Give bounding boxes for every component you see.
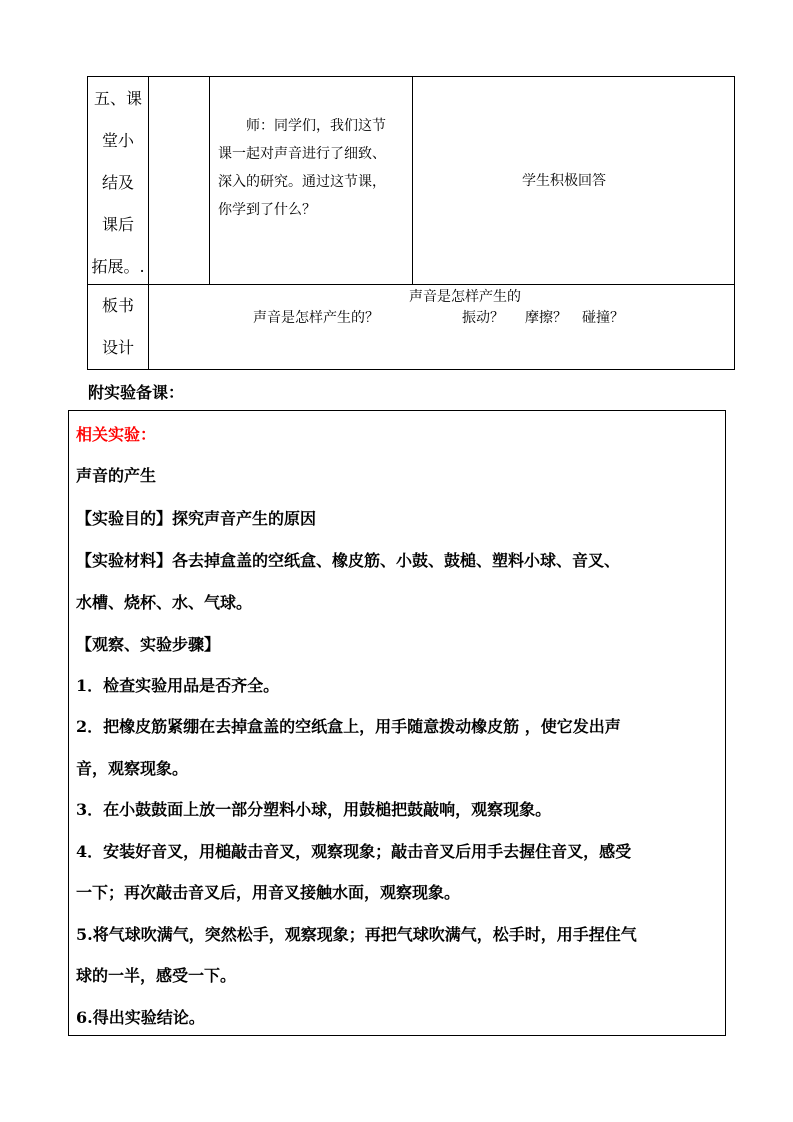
table-border-bottom [87, 369, 735, 370]
board-item-friction: 摩擦？ [525, 310, 567, 326]
table-col-divider-2 [209, 76, 210, 284]
table-col-divider-3 [412, 76, 413, 284]
teacher-activity: 师：同学们，我们这节 课一起对声音进行了细致、 深入的研究。通过这节课， 你学到了什么？ [218, 118, 386, 218]
experiment-line-10: 4．安装好音叉，用槌敲击音叉，观察现象；敲击音叉后用手去握住音叉，感受 [76, 842, 632, 861]
student-activity: 学生积极回答 [522, 173, 606, 189]
experiment-heading: 相关实验： [76, 425, 157, 444]
table-border-mid [87, 284, 735, 285]
experiment-line-3: 【实验材料】各去掉盒盖的空纸盒、橡皮筋、小鼓、鼓槌、塑料小球、音叉、 [76, 551, 621, 570]
board-item-collision: 碰撞？ [582, 310, 624, 326]
experiment-line-12: 5.将气球吹满气，突然松手，观察现象；再把气球吹满气，松手时，用手捏住气 [76, 925, 637, 944]
summary-label: 五、课 堂小 结及 课后 拓展。. [91, 89, 145, 276]
table-border-right [734, 76, 735, 370]
experiment-line-4: 水槽、烧杯、水、气球。 [76, 593, 253, 612]
table-border-top [87, 76, 735, 77]
experiment-line-5: 【观察、实验步骤】 [76, 635, 221, 654]
board-question: 声音是怎样产生的？ [253, 310, 379, 326]
board-title: 声音是怎样产生的 [409, 289, 521, 305]
experiment-line-13: 球的一半，感受一下。 [76, 966, 237, 985]
experiment-line-11: 一下；再次敲击音叉后，用音叉接触水面，观察现象。 [76, 883, 461, 902]
experiment-line-2: 【实验目的】探究声音产生的原因 [76, 509, 317, 528]
experiment-line-8: 音，观察现象。 [76, 759, 189, 778]
experiment-line-14: 6.得出实验结论。 [76, 1008, 205, 1027]
board-item-vibration: 振动？ [462, 310, 504, 326]
board-design-label: 板书 设计 [101, 296, 134, 357]
experiment-line-6: 1．检查实验用品是否齐全。 [76, 676, 280, 695]
experiment-line-9: 3．在小鼓鼓面上放一部分塑料小球，用鼓槌把鼓敲响，观察现象。 [76, 800, 552, 819]
experiment-line-1: 声音的产生 [76, 466, 157, 485]
table-col-divider-1 [148, 76, 149, 370]
experiment-line-7: 2．把橡皮筋紧绷在去掉盒盖的空纸盒上，用手随意拨动橡皮筋 ，使它发出声 [76, 717, 621, 736]
section-heading: 附实验备课： [88, 383, 185, 402]
